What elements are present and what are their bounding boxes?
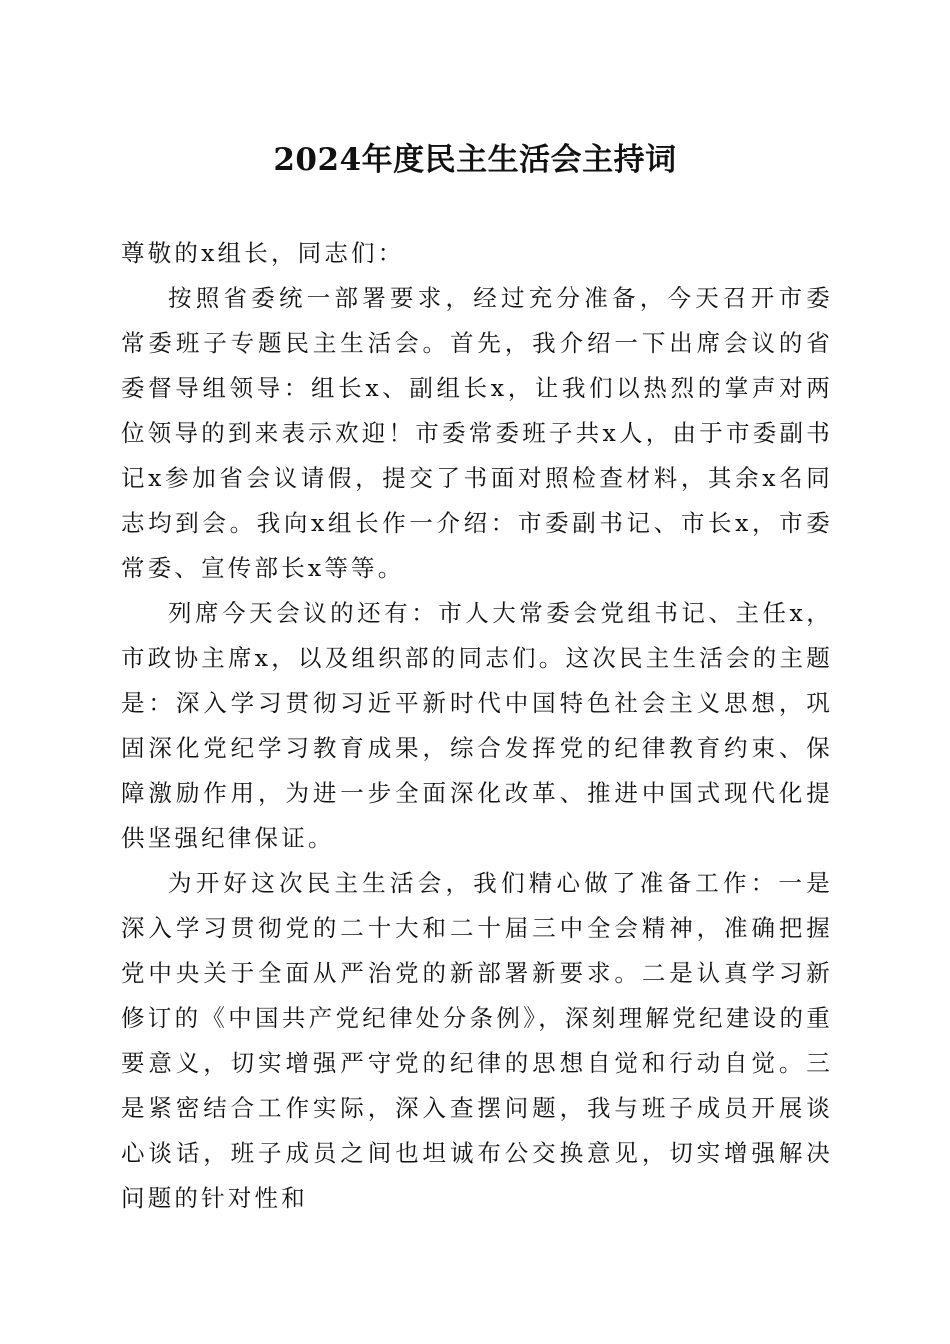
salutation: 尊敬的x组长，同志们： [121, 239, 405, 267]
document-body [121, 231, 833, 1221]
paragraph-attendees: 按照省委统一部署要求，经过充分准备，今天召开市委常委班子专题民主生活会。首先，我介绍一下出席会议的省委督导组领导：组长x、副组长x，让我们以热烈的掌声对两位领导的到来表示欢迎！市委常委班子共x人，由于市委副书记x参加省会议请假，提交了书面对照检查材料，其余x名同志均到会。我向x组长作一介绍：市委副书记、市长x，市委常委、宣传部长x等等。 [121, 284, 833, 582]
document-title: 2024年度民主生活会主持词 [273, 142, 677, 178]
paragraph-theme: 列席今天会议的还有：市人大常委会党组书记、主任x，市政协主席x，以及组织部的同志们。这次民主生活会的主题是：深入学习贯彻习近平新时代中国特色社会主义思想，巩固深化党纪学习教育成果，综合发挥党的纪律教育约束、保障激励作用，为进一步全面深化改革、推进中国式现代化提供坚强纪律保证。 [121, 599, 833, 852]
paragraph-preparation: 为开好这次民主生活会，我们精心做了准备工作：一是深入学习贯彻党的二十大和二十届三中全会精神，准确把握党中央关于全面从严治党的新部署新要求。二是认真学习新修订的《中国共产党纪律处分条例》，深刻理解党纪建设的重要意义，切实增强严守党的纪律的思想自觉和行动自觉。三是紧密结合工作实际，深入查摆问题，我与班子成员开展谈心谈话，班子成员之间也坦诚布公交换意见，切实增强解决问题的针对性和 [121, 869, 833, 1212]
